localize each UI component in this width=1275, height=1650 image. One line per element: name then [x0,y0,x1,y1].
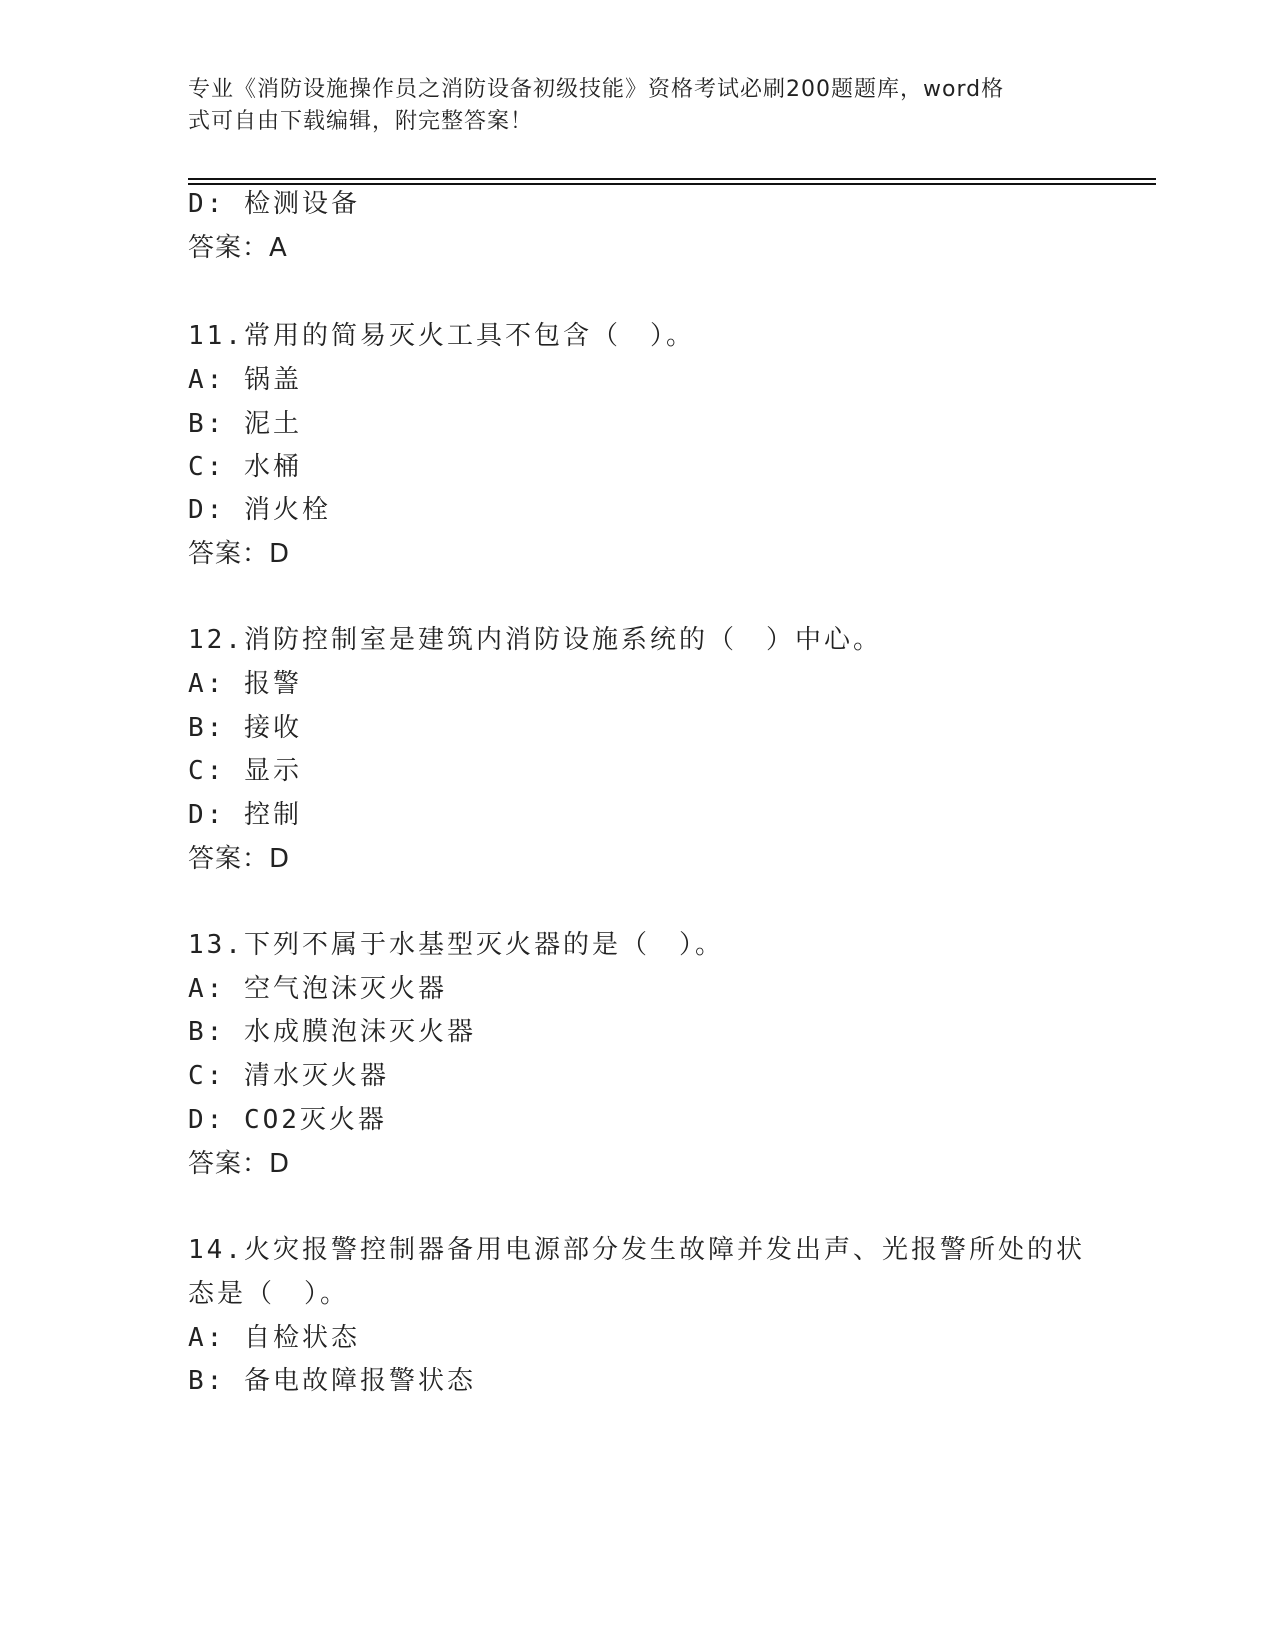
document-header [188,74,1068,138]
q11-option-c: C: 水桶 [188,452,302,482]
q12-option-c: C: 显示 [188,756,302,786]
q13-stem: 13.下列不属于水基型灭火器的是（ ）。 [188,930,724,960]
header-divider-top [188,178,1156,180]
q14-option-a: A: 自检状态 [188,1323,360,1353]
q13-option-c: C: 清水灭火器 [188,1061,389,1091]
q12-option-b: B: 接收 [188,713,302,743]
q11-stem: 11.常用的简易灭火工具不包含（ ）。 [188,321,695,351]
q12-answer: 答案：D [188,844,291,874]
q13-answer: 答案：D [188,1149,291,1179]
header-line-2: 式可自由下载编辑，附完整答案！ [188,109,534,134]
q11-option-d: D: 消火栓 [188,495,331,525]
q12-option-a: A: 报警 [188,669,302,699]
q11-answer: 答案：D [188,539,291,569]
header-line-1: 专业《消防设施操作员之消防设备初级技能》资格考试必刷200题题库，word格 [188,77,1005,102]
q13-option-b: B: 水成膜泡沫灭火器 [188,1017,476,1047]
q11-option-a: A: 锅盖 [188,365,302,395]
prev-answer: 答案：A [188,233,288,263]
q14-option-b: B: 备电故障报警状态 [188,1366,476,1396]
q14-stem-line-1: 14.火灾报警控制器备用电源部分发生故障并发出声、光报警所处的状 [188,1235,1085,1265]
q14-stem-line-2: 态是（ ）。 [188,1279,350,1309]
q12-stem: 12.消防控制室是建筑内消防设施系统的（ ）中心。 [188,625,882,655]
header-divider-bottom [188,183,1156,185]
q11-option-b: B: 泥土 [188,409,302,439]
q12-option-d: D: 控制 [188,800,302,830]
q13-option-a: A: 空气泡沫灭火器 [188,974,447,1004]
q13-option-d: D: CO2灭火器 [188,1105,387,1135]
prev-option-d: D: 检测设备 [188,189,360,219]
